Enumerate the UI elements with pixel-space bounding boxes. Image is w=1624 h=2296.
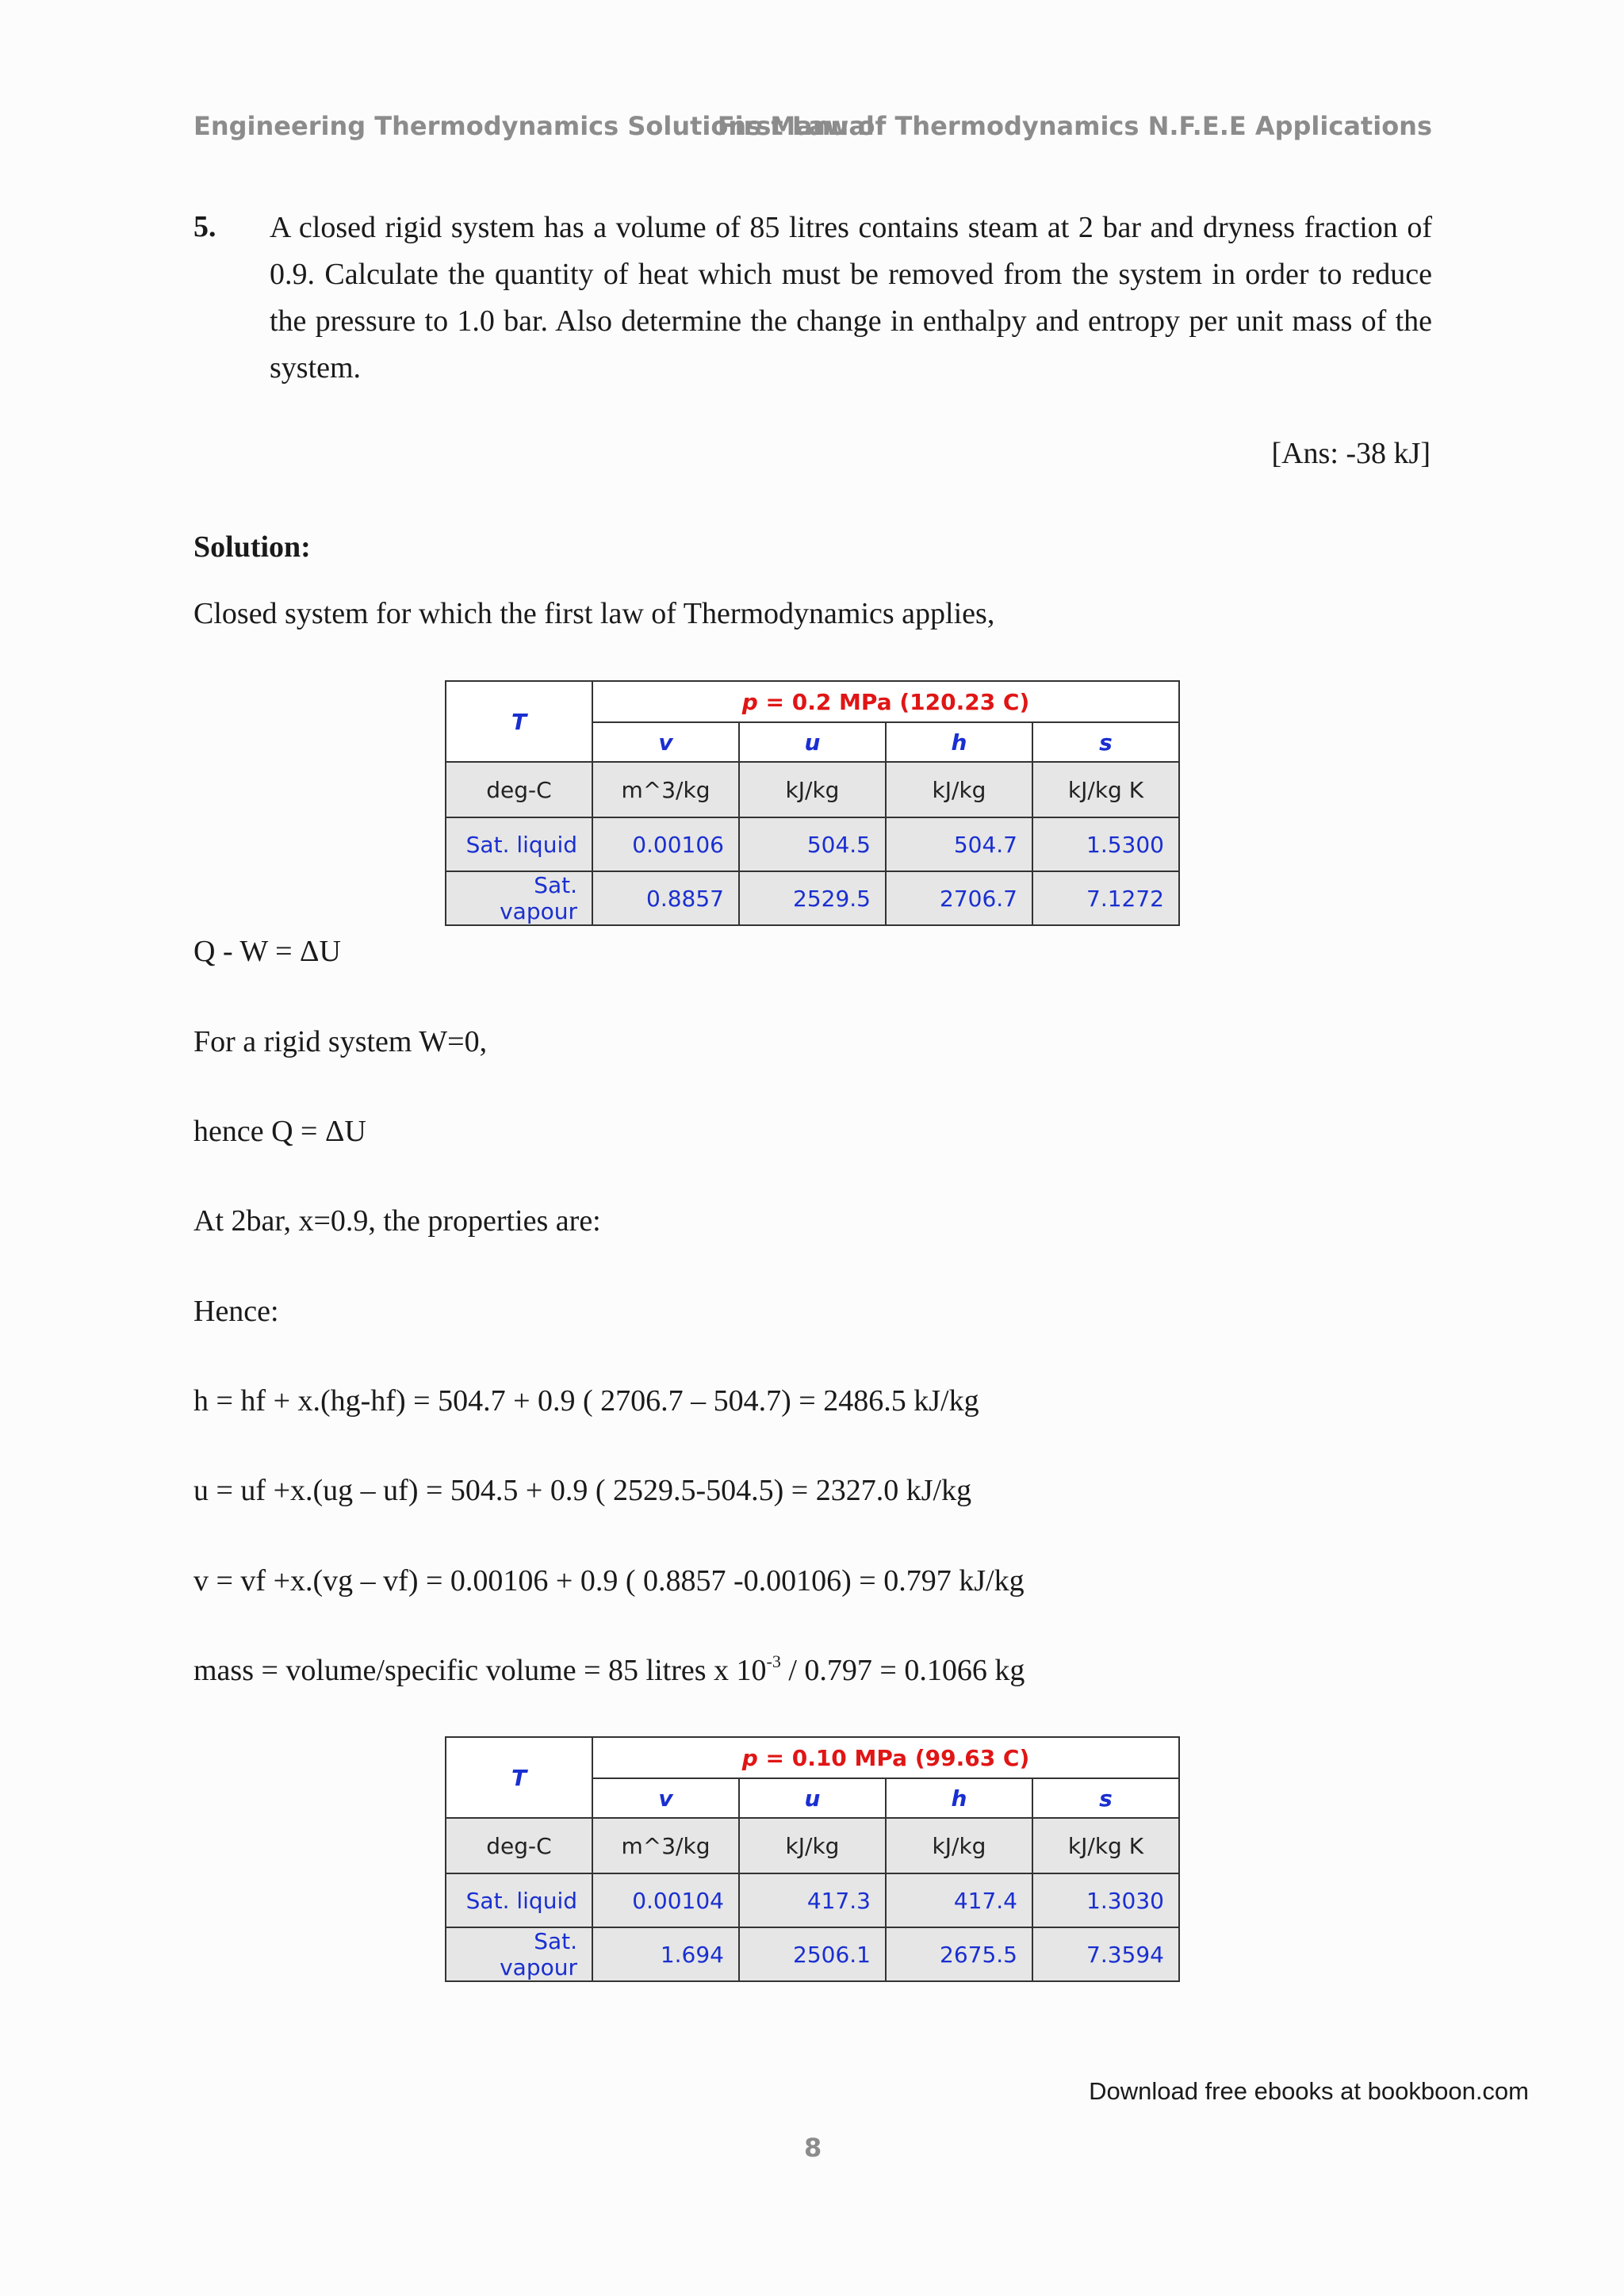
table-col-symbol: h — [886, 1778, 1032, 1818]
table-cell: 0.8857 — [592, 871, 739, 925]
steam-table-0-10mpa — [445, 1736, 1180, 1982]
table-unit: kJ/kg — [886, 1818, 1032, 1873]
table-cell: Sat. liquid — [446, 1873, 592, 1927]
table-unit: kJ/kg — [739, 1818, 886, 1873]
table-unit: deg-C — [446, 1818, 592, 1873]
table-pressure-header: p = 0.10 MPa (99.63 C) — [592, 1737, 1179, 1778]
header-book-title: Engineering Thermodynamics Solutions Manual — [193, 111, 875, 141]
table-cell: 2706.7 — [886, 871, 1032, 925]
header-chapter-title: First Law of Thermodynamics N.F.E.E Applications — [717, 111, 1432, 141]
hence-q-equation: hence Q = ΔU — [193, 1115, 366, 1148]
table-unit: m^3/kg — [592, 762, 739, 817]
table-row — [446, 1927, 1179, 1981]
table-unit: kJ/kg — [886, 762, 1032, 817]
table-cell: 417.3 — [739, 1873, 886, 1927]
table-row — [446, 1873, 1179, 1927]
table-cell: 1.3030 — [1032, 1873, 1179, 1927]
table-col-symbol: u — [739, 1778, 886, 1818]
page-number: 8 — [804, 2133, 822, 2163]
hence-label: Hence: — [193, 1295, 279, 1328]
table-unit: kJ/kg — [739, 762, 886, 817]
table-unit: m^3/kg — [592, 1818, 739, 1873]
table-cell: 2675.5 — [886, 1927, 1032, 1981]
table-row — [446, 817, 1179, 871]
table-cell: Sat. vapour — [446, 1927, 592, 1981]
rigid-system-note: For a rigid system W=0, — [193, 1025, 488, 1058]
table-temperature-header: T — [446, 1737, 592, 1818]
mass-equation: mass = volume/specific volume = 85 litres x $10^{-3} / 0.797 = 0.1066$ kg — [193, 1651, 1025, 1687]
table-cell: Sat. vapour — [446, 871, 592, 925]
answer: [Ans: -38 kJ] — [1271, 437, 1431, 470]
specific-volume-equation: v = vf +x.(vg – vf) = 0.00106 + 0.9 ( 0.8857 -0.00106) = 0.797 kJ/kg — [193, 1564, 1025, 1598]
solution-heading: Solution: — [193, 530, 311, 564]
table-temperature-header: T — [446, 681, 592, 762]
table-unit: kJ/kg K — [1032, 762, 1179, 817]
table-cell: 1.5300 — [1032, 817, 1179, 871]
solution-intro: Closed system for which the first law of Thermodynamics applies, — [193, 597, 995, 630]
table-unit: kJ/kg K — [1032, 1818, 1179, 1873]
table-cell: 7.3594 — [1032, 1927, 1179, 1981]
question-number: 5. — [193, 210, 216, 243]
first-law-equation: Q - W = ΔU — [193, 935, 341, 968]
table-cell: 2506.1 — [739, 1927, 886, 1981]
table-cell: 0.00106 — [592, 817, 739, 871]
table-col-symbol: u — [739, 722, 886, 762]
steam-table-0-2mpa — [445, 680, 1180, 926]
table-unit: deg-C — [446, 762, 592, 817]
table-cell: 1.694 — [592, 1927, 739, 1981]
table-cell: 504.5 — [739, 817, 886, 871]
table-cell: 504.7 — [886, 817, 1032, 871]
question-text: A closed rigid system has a volume of 85 litres contains steam at 2 bar and dryness fraction of 0.9. Calculate the quantity of heat which must be removed from the system in order to reduce the pressure to 1.0 bar. Also determine the change in enthalpy and entropy per unit mass of the system. — [270, 211, 1432, 385]
properties-note: At 2bar, x=0.9, the properties are: — [193, 1204, 601, 1238]
download-link[interactable]: Download free ebooks at bookboon.com — [1089, 2077, 1529, 2105]
enthalpy-equation: h = hf + x.(hg-hf) = 504.7 + 0.9 ( 2706.7 – 504.7) = 2486.5 kJ/kg — [193, 1384, 979, 1418]
table-cell: 417.4 — [886, 1873, 1032, 1927]
table-col-symbol: s — [1032, 1778, 1179, 1818]
table-col-symbol: s — [1032, 722, 1179, 762]
internal-energy-equation: u = uf +x.(ug – uf) = 504.5 + 0.9 ( 2529.5-504.5) = 2327.0 kJ/kg — [193, 1474, 972, 1507]
table-col-symbol: h — [886, 722, 1032, 762]
table-cell: 2529.5 — [739, 871, 886, 925]
table-col-symbol: v — [592, 1778, 739, 1818]
table-pressure-header: p = 0.2 MPa (120.23 C) — [592, 681, 1179, 722]
table-cell: 7.1272 — [1032, 871, 1179, 925]
table-row — [446, 871, 1179, 925]
table-cell: Sat. liquid — [446, 817, 592, 871]
table-col-symbol: v — [592, 722, 739, 762]
table-cell: 0.00104 — [592, 1873, 739, 1927]
